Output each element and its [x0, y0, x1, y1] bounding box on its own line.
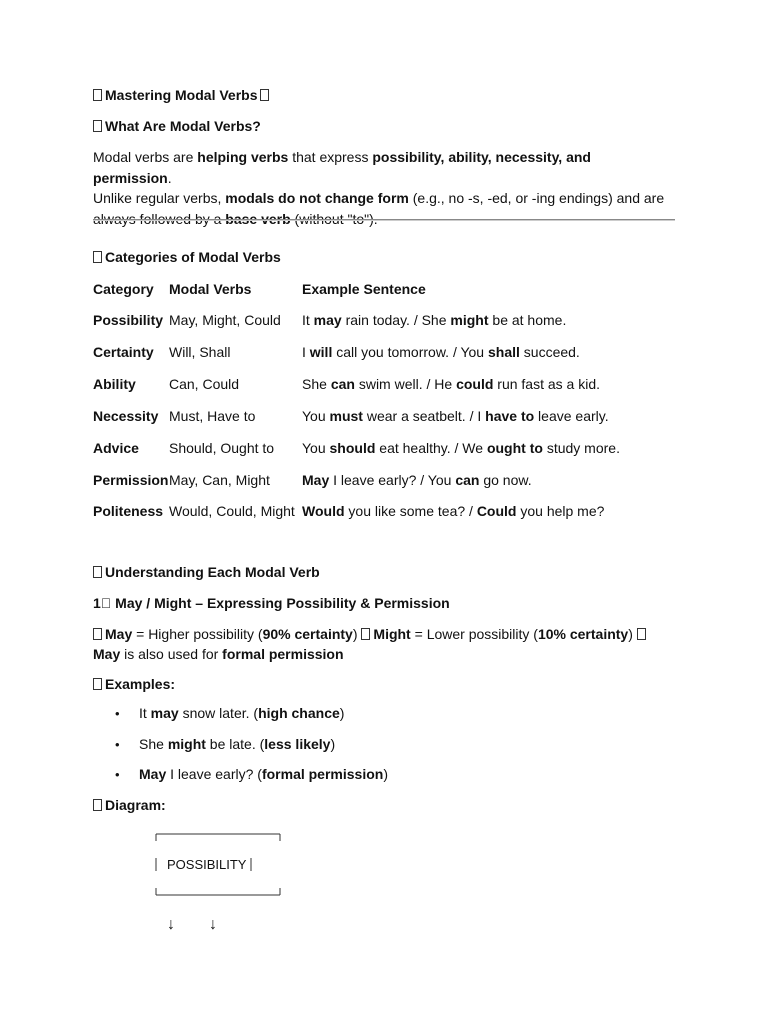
table-cell-example: You must wear a seatbelt. / I have to leave early.: [302, 408, 609, 424]
intro-line-2: Unlike regular verbs, modals do not change form (e.g., no -s, -ed, or -ing endings) and are: [93, 190, 665, 206]
table-cell-category: Certainty: [93, 344, 154, 360]
example-list-item: May I leave early? (formal permission): [139, 766, 388, 782]
table-cell-category: Ability: [93, 376, 136, 392]
section-1-heading: 1⃣ May / Might – Expressing Possibility & Permission: [93, 595, 450, 611]
examples-heading: Examples:: [93, 676, 175, 692]
table-cell-category: Advice: [93, 440, 139, 456]
emoji-placeholder-icon: [93, 120, 102, 132]
emoji-placeholder-icon: [93, 678, 102, 690]
document-title: Mastering Modal Verbs: [93, 87, 269, 103]
table-cell-example: It may rain today. / She might be at home.: [302, 312, 567, 328]
table-cell-verbs: Can, Could: [169, 376, 240, 392]
table-header-example: Example Sentence: [302, 281, 426, 297]
table-cell-verbs: May, Can, Might: [169, 472, 270, 488]
intro-paragraph: [93, 147, 673, 229]
table-header-verbs: Modal Verbs: [169, 281, 252, 297]
bullet-dot-icon: •: [115, 706, 120, 721]
section-heading-categories: Categories of Modal Verbs: [93, 249, 281, 265]
table-cell-verbs: Will, Shall: [169, 344, 231, 360]
bullet-dot-icon: •: [115, 767, 120, 782]
example-list-item: It may snow later. (high chance): [139, 705, 345, 721]
intro-line-3: always followed by a base verb (without "to").: [93, 210, 378, 227]
may-might-line-2: May is also used for formal permission: [93, 646, 344, 662]
table-cell-example: I will call you tomorrow. / You shall succeed.: [302, 344, 580, 360]
emoji-placeholder-icon: [93, 628, 102, 640]
table-cell-category: Politeness: [93, 503, 164, 519]
emoji-placeholder-icon: [93, 89, 102, 101]
emoji-placeholder-icon: [93, 566, 102, 578]
emoji-placeholder-icon: [93, 799, 102, 811]
table-cell-example: May I leave early? / You can go now.: [302, 472, 532, 488]
emoji-placeholder-icon: [260, 89, 269, 101]
section-heading-understanding: Understanding Each Modal Verb: [93, 564, 320, 580]
may-might-paragraph: [93, 624, 673, 664]
emoji-placeholder-icon: [637, 628, 646, 640]
table-cell-verbs: Would, Could, Might: [169, 503, 295, 519]
table-cell-verbs: Should, Ought to: [169, 440, 275, 456]
intro-line-1: Modal verbs are helping verbs that express possibility, ability, necessity, and permission.: [93, 149, 591, 186]
table-header-category: Category: [93, 281, 154, 297]
table-cell-category: Permission: [93, 472, 169, 488]
example-list-item: She might be late. (less likely): [139, 736, 336, 752]
section-heading-what: What Are Modal Verbs?: [93, 118, 261, 134]
emoji-placeholder-icon: [361, 628, 370, 640]
bullet-dot-icon: •: [115, 737, 120, 752]
down-arrow-icon: ↓: [209, 916, 217, 933]
diagram-heading: Diagram:: [93, 797, 166, 813]
horizontal-divider: [93, 219, 675, 221]
down-arrow-icon: ↓: [167, 916, 175, 933]
diagram-label: POSSIBILITY: [167, 857, 247, 872]
table-cell-category: Possibility: [93, 312, 164, 328]
table-cell-example: She can swim well. / He could run fast as a kid.: [302, 376, 601, 392]
table-cell-example: You should eat healthy. / We ought to study more.: [302, 440, 620, 456]
table-cell-category: Necessity: [93, 408, 159, 424]
may-might-line-1: May = Higher possibility (90% certainty) Might = Lower possibility (10% certainty): [93, 624, 673, 644]
table-cell-verbs: Must, Have to: [169, 408, 256, 424]
table-cell-example: Would you like some tea? / Could you help me?: [302, 503, 605, 519]
emoji-placeholder-icon: [93, 251, 102, 263]
table-cell-verbs: May, Might, Could: [169, 312, 281, 328]
